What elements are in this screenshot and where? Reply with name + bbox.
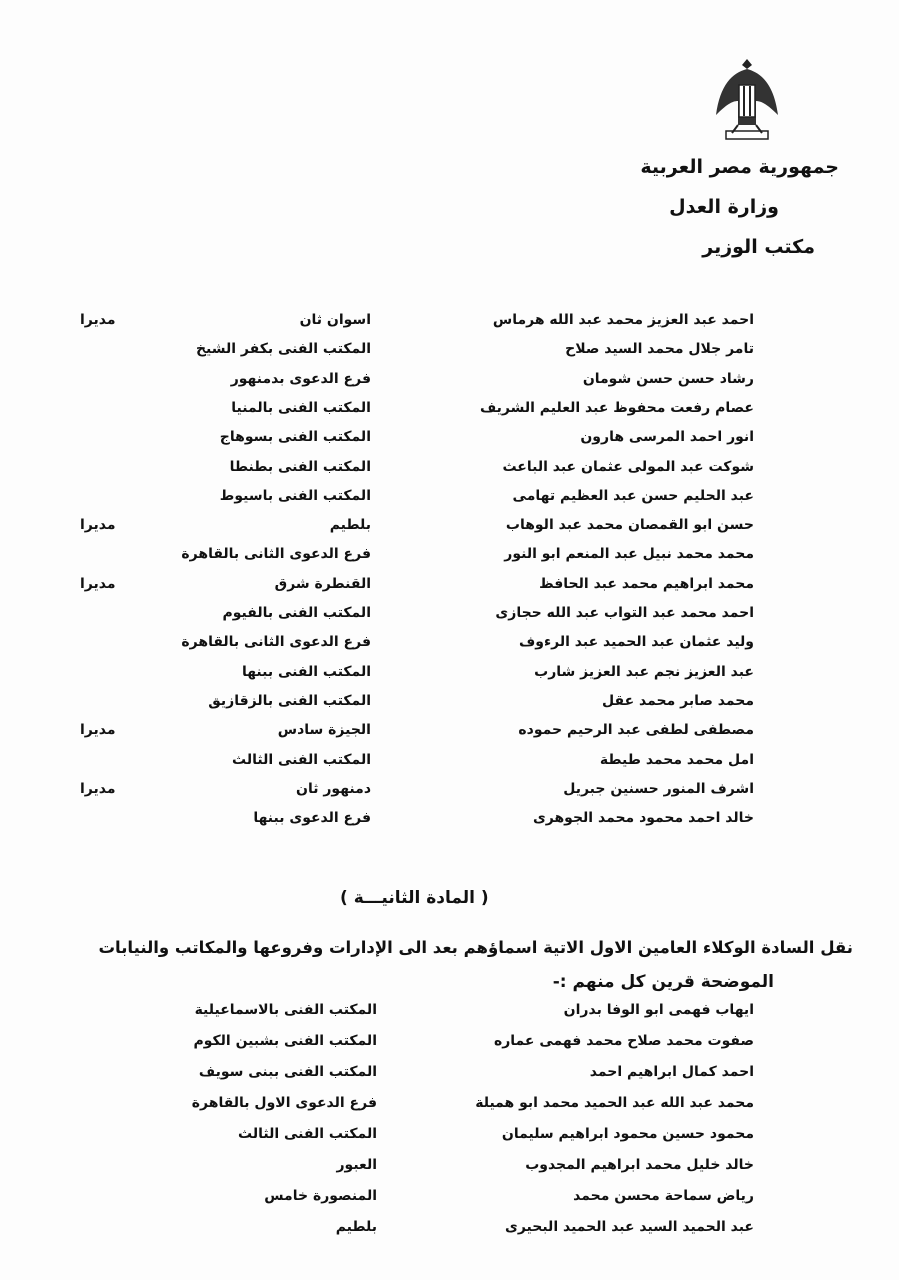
employee-name: خالد احمد محمود محمد الجوهرى bbox=[532, 810, 754, 827]
employee-name: تامر جلال محمد السيد صلاح bbox=[565, 341, 754, 358]
list-row bbox=[0, 634, 899, 662]
list-row bbox=[0, 371, 899, 399]
position-note: مديرا bbox=[80, 517, 116, 534]
assigned-location: المكتب الفنى ببنى سويف bbox=[198, 1064, 377, 1080]
assigned-location: دمنهور ثان bbox=[296, 780, 371, 797]
list-row bbox=[0, 752, 899, 780]
section2-intro-line1: نقل السادة الوكلاء العامين الاول الاتية اسماؤهم بعد الى الإدارات وفروعها والمكاتب والنيابات bbox=[98, 938, 853, 957]
list-row bbox=[0, 1002, 899, 1030]
assigned-location: فرع الدعوى بدمنهور bbox=[230, 370, 371, 387]
section2-title: ( المادة الثانيـــة ) bbox=[340, 888, 489, 908]
assigned-location: المكتب الفنى بطنطا bbox=[229, 458, 371, 475]
assigned-location: المكتب الفنى الثالث bbox=[238, 1126, 377, 1142]
eagle-emblem-icon bbox=[712, 55, 782, 147]
assigned-location: فرع الدعوى ببنها bbox=[253, 810, 371, 827]
employee-name: محمد محمد نبيل عبد المنعم ابو النور bbox=[504, 546, 754, 563]
assigned-location: المكتب الفنى بكفر الشيخ bbox=[195, 341, 371, 358]
country-heading: جمهورية مصر العربية bbox=[640, 156, 839, 178]
assigned-location: فرع الدعوى الثانى بالقاهرة bbox=[181, 634, 371, 651]
employee-name: صفوت محمد صلاح محمد فهمى عماره bbox=[493, 1033, 754, 1049]
employee-name: محمد ابراهيم محمد عبد الحافظ bbox=[539, 575, 754, 592]
assigned-location: المكتب الفنى بالزقازيق bbox=[208, 692, 371, 709]
list-row bbox=[0, 693, 899, 721]
list-row bbox=[0, 488, 899, 516]
list-row bbox=[0, 576, 899, 604]
list-row bbox=[0, 1219, 899, 1247]
employee-name: رشاد حسن حسن شومان bbox=[582, 370, 754, 387]
employee-name: احمد كمال ابراهيم احمد bbox=[589, 1064, 754, 1080]
list-row bbox=[0, 546, 899, 574]
section2-intro-line2: الموضحة قرين كل منهم :- bbox=[552, 972, 774, 992]
list-row bbox=[0, 722, 899, 750]
list-row bbox=[0, 1157, 899, 1185]
list-row bbox=[0, 664, 899, 692]
assigned-location: المكتب الفنى ببنها bbox=[241, 663, 371, 680]
assigned-location: المكتب الفنى بالاسماعيلية bbox=[194, 1002, 377, 1018]
assigned-location: بلطيم bbox=[335, 1219, 377, 1235]
list-row bbox=[0, 517, 899, 545]
list-row bbox=[0, 1064, 899, 1092]
employee-name: رياض سماحة محسن محمد bbox=[573, 1188, 754, 1204]
list-row bbox=[0, 1095, 899, 1123]
employee-name: شوكت عبد المولى عثمان عبد الباعث bbox=[502, 458, 754, 475]
employee-name: عبد العزيز نجم عبد العزيز شارب bbox=[534, 663, 754, 680]
employee-name: حسن ابو القمصان محمد عبد الوهاب bbox=[505, 517, 754, 534]
employee-name: احمد محمد عبد التواب عبد الله حجازى bbox=[495, 605, 754, 621]
employee-name: محمد عبد الله عبد الحميد محمد ابو هميلة bbox=[475, 1095, 754, 1111]
assigned-location: المكتب الفنى باسيوط bbox=[219, 487, 371, 504]
assigned-location: الجيزة سادس bbox=[277, 722, 371, 739]
employee-name: اشرف المنور حسنين جبريل bbox=[563, 780, 754, 797]
assigned-location: المكتب الفنى بالمنيا bbox=[231, 399, 371, 416]
employee-name: احمد عبد العزيز محمد عبد الله هرماس bbox=[492, 312, 754, 328]
employee-name: عصام رفعت محفوظ عبد العليم الشريف bbox=[479, 399, 754, 416]
list-row bbox=[0, 459, 899, 487]
employee-name: وليد عثمان عبد الحميد عبد الرءوف bbox=[519, 634, 754, 651]
office-heading: مكتب الوزير bbox=[702, 236, 815, 258]
assigned-location: المنصورة خامس bbox=[264, 1188, 377, 1204]
employee-name: عبد الحليم حسن عبد العظيم تهامى bbox=[512, 487, 754, 504]
list-row bbox=[0, 605, 899, 633]
assigned-location: القنطرة شرق bbox=[274, 575, 371, 592]
list-row bbox=[0, 1188, 899, 1216]
list-row bbox=[0, 781, 899, 809]
employee-name: مصطفى لطفى عبد الرحيم حموده bbox=[518, 722, 754, 739]
list-row bbox=[0, 312, 899, 340]
assigned-location: فرع الدعوى الاول بالقاهرة bbox=[191, 1095, 377, 1111]
assigned-location: العبور bbox=[336, 1157, 377, 1173]
position-note: مديرا bbox=[80, 575, 116, 592]
list-row bbox=[0, 429, 899, 457]
assigned-location: المكتب الفنى بسوهاج bbox=[219, 429, 371, 446]
assigned-location: المكتب الفنى بالفيوم bbox=[222, 605, 371, 621]
assigned-location: بلطيم bbox=[329, 517, 371, 534]
list-row bbox=[0, 400, 899, 428]
list-row bbox=[0, 810, 899, 838]
list-row bbox=[0, 1126, 899, 1154]
position-note: مديرا bbox=[80, 722, 116, 739]
employee-name: عبد الحميد السيد عبد الحميد البحيرى bbox=[505, 1219, 754, 1235]
assigned-location: اسوان ثان bbox=[299, 312, 371, 328]
position-note: مديرا bbox=[80, 312, 116, 328]
position-note: مديرا bbox=[80, 780, 116, 797]
assigned-location: المكتب الفنى الثالث bbox=[232, 751, 371, 768]
employee-name: خالد خليل محمد ابراهيم المجدوب bbox=[525, 1157, 754, 1173]
list-row bbox=[0, 1033, 899, 1061]
employee-name: محمد صابر محمد عقل bbox=[602, 692, 754, 709]
ministry-heading: وزارة العدل bbox=[669, 196, 779, 218]
assigned-location: المكتب الفنى بشبين الكوم bbox=[193, 1033, 377, 1049]
assigned-location: فرع الدعوى الثانى بالقاهرة bbox=[181, 546, 371, 563]
employee-name: انور احمد المرسى هارون bbox=[580, 429, 754, 446]
employee-name: امل محمد محمد طيطة bbox=[599, 751, 754, 768]
employee-name: ايهاب فهمى ابو الوفا بدران bbox=[563, 1002, 754, 1018]
employee-name: محمود حسين محمود ابراهيم سليمان bbox=[501, 1126, 754, 1142]
list-row bbox=[0, 341, 899, 369]
